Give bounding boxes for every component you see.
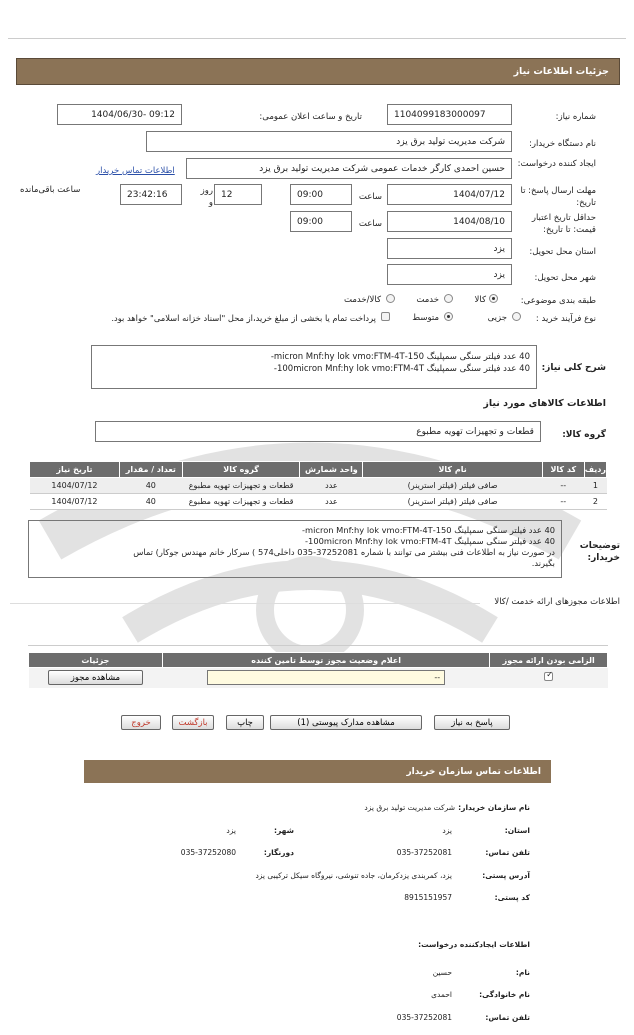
summary-line-2: 40 عدد فیلتر سنگی سمپلینگ 100micron Mnf:hy lok vmo:FTM-4T- [273,364,530,374]
cell-date: 1404/07/12 [30,478,120,494]
cell-idx: 2 [584,494,606,510]
payment-checkbox[interactable] [381,312,390,321]
category-radio-both[interactable] [386,294,395,303]
notes-line-3: در صورت نیاز به اطلاعات فنی بیشتر می توانند با شماره 37252081-035 داخلی574 ) سرکار خانم مهندس جوکار) تماس [133,547,555,557]
contact-title: اطلاعات تماس سازمان خریدار [406,766,541,777]
process-label: نوع فرآیند خرید : [535,314,596,324]
contact-postal-label: کد پستی: [494,893,530,902]
city-label: شهر محل تحویل: [534,273,596,283]
cell-date: 1404/07/12 [30,494,120,510]
contact-province-label: استان: [504,826,530,835]
days-field: 12 [214,184,262,205]
contact-phone-value: 035-37252081 [396,848,452,857]
required-checkbox [544,669,553,681]
table-row [30,494,607,510]
cell-group: قطعات و تجهیزات تهویه مطبوع [182,478,300,494]
creator-phone-value: 035-37252081 [396,1013,452,1022]
reply-button[interactable]: پاسخ به نیاز [434,715,510,730]
permits-title: اطلاعات مجوزهای ارائه خدمت /کالا [494,597,620,607]
permits-divider [10,603,480,604]
process-option-minor: جزیی [487,313,507,323]
cell-qty: 40 [119,478,182,494]
cell-qty: 40 [119,494,182,510]
top-divider [8,38,626,39]
creator-family-value: احمدی [431,990,452,999]
send-date-field: 1404/07/12 [387,184,512,205]
process-option-medium: متوسط [412,313,439,323]
buyer-contact-link[interactable]: اطلاعات تماس خریدار [96,166,175,176]
notes-line-1: 40 عدد فیلتر سنگی سمپلینگ 150-micron Mnf:hy lok vmo:FTM-4T- [302,525,555,535]
category-radio-goods[interactable] [489,294,498,303]
category-option-both: کالا/خدمت [344,295,381,305]
contact-phone-label: تلفن تماس: [485,848,530,857]
contact-city-label: شهر: [274,826,294,835]
back-button[interactable]: بازگشت [172,715,214,730]
contact-city-value: یزد [226,826,236,835]
buyer-field: شرکت مدیریت تولید برق یزد [146,131,512,152]
category-option-goods: کالا [474,295,486,305]
announce-field: 1404/06/30- 09:12 [57,104,182,125]
col-name: نام کالا [363,462,543,478]
summary-label: شرح کلی نیاز: [541,363,606,373]
print-button[interactable]: چاپ [226,715,264,730]
process-radio-minor[interactable] [512,312,521,321]
validity-time-label: ساعت [358,219,382,229]
notes-line-2: 40 عدد فیلتر سنگی سمپلینگ 100micron Mnf:hy lok vmo:FTM-4T- [305,536,555,546]
remain-time-field: 23:42:16 [120,184,182,205]
col-status: اعلام وضعیت مجوز توسط تامین کننده [162,653,490,668]
permits-header [29,653,608,668]
send-time-field: 09:00 [290,184,352,205]
cell-group: قطعات و تجهیزات تهویه مطبوع [182,494,300,510]
check-mark-icon: ✓ [546,669,553,679]
creator-label: ایجاد کننده درخواست: [517,159,596,169]
cell-name: صافی فیلتر (فیلتر استرینر) [363,494,543,510]
section-title: جزئیات اطلاعات نیاز [513,66,609,77]
notes-line-4: بگیرند. [531,558,555,568]
category-option-service: خدمت [416,295,439,305]
province-field: یزد [387,238,512,259]
buyer-notes-label: توضیحات خریدار: [579,541,620,563]
remain-label: ساعت باقی‌مانده [20,185,81,195]
need-number-field: 1104099183000097 [387,104,512,125]
contact-fax-label: دورنگار: [263,848,294,857]
creator-family-label: نام خانوادگی: [479,990,530,999]
cell-idx: 1 [584,478,606,494]
col-group: گروه کالا [182,462,300,478]
payment-note: پرداخت تمام یا بخشی از مبلغ خرید،از محل "اسناد خزانه اسلامی" خواهد بود. [111,313,376,323]
creator-phone-label: تلفن تماس: [485,1013,530,1022]
cell-code: -- [542,478,584,494]
table-row [29,668,608,688]
contact-address-value: یزد، کمربندی یزدکرمان، جاده تنوشی، نیروگاه سیکل ترکیبی یزد [255,871,452,880]
permits-table [28,652,608,688]
announce-label: تاریخ و ساعت اعلان عمومی: [259,112,362,122]
col-idx: ردیف [584,462,606,478]
summary-box [91,345,537,389]
creator-field: حسین احمدی کارگر خدمات عمومی شرکت مدیریت تولید برق یزد [186,158,512,179]
province-label: استان محل تحویل: [529,247,596,257]
days-label: روز و [200,186,213,208]
category-radio-service[interactable] [444,294,453,303]
contact-province-value: یزد [442,826,452,835]
view-permit-button[interactable]: مشاهده مجوز [48,670,143,685]
city-field: یزد [387,264,512,285]
creator-name-value: حسین [432,968,452,977]
goods-group-label: گروه کالا: [562,430,606,440]
attachments-button[interactable]: مشاهده مدارک پیوستی (1) [270,715,422,730]
section-header [16,58,620,85]
validity-time-field: 09:00 [290,211,352,232]
permits-top-line [28,645,608,646]
col-details: جزئیات [29,653,163,668]
creator-info-title: اطلاعات ایجادکننده درخواست: [418,940,530,949]
send-time-label: ساعت [358,192,382,202]
contact-org-label: نام سازمان خریدار: [458,803,530,812]
contact-address-label: آدرس پستی: [482,871,530,880]
contact-fax-value: 035-37252080 [180,848,236,857]
buyer-notes-box [28,520,562,578]
contact-org-value: شرکت مدیریت تولید برق یزد [364,803,455,812]
goods-group-field: قطعات و تجهیزات تهویه مطبوع [95,421,541,442]
validity-label: حداقل تاریخ اعتبار قیمت: تا تاریخ: [531,213,596,235]
goods-section-title: اطلاعات کالاهای مورد نیاز [483,398,606,409]
contact-header [84,760,551,783]
validity-date-field: 1404/08/10 [387,211,512,232]
summary-line-1: 40 عدد فیلتر سنگی سمپلینگ 150-micron Mnf:hy lok vmo:FTM-4T- [270,352,530,362]
goods-table-header [30,462,607,478]
exit-button[interactable]: خروج [121,715,161,730]
buyer-label: نام دستگاه خریدار: [529,139,596,149]
col-required: الزامی بودن ارائه مجوز [490,653,608,668]
col-date: تاریخ نیاز [30,462,120,478]
cell-unit: عدد [300,494,363,510]
contact-postal-value: 8915151957 [404,893,452,902]
col-qty: تعداد / مقدار [119,462,182,478]
col-unit: واحد شمارش [300,462,363,478]
cell-name: صافی فیلتر (فیلتر استرینر) [363,478,543,494]
permit-status-field: -- [207,670,445,685]
process-radio-medium[interactable] [444,312,453,321]
col-code: کد کالا [542,462,584,478]
goods-table [29,461,607,510]
cell-status [162,668,490,688]
cell-details [29,668,163,688]
cell-unit: عدد [300,478,363,494]
cell-required [490,668,608,688]
creator-name-label: نام: [515,968,530,977]
need-number-label: شماره نیاز: [555,112,596,122]
send-deadline-label: مهلت ارسال پاسخ: تا تاریخ: [520,186,596,208]
category-label: طبقه بندی موضوعی: [520,296,596,306]
table-row [30,478,607,494]
cell-code: -- [542,494,584,510]
